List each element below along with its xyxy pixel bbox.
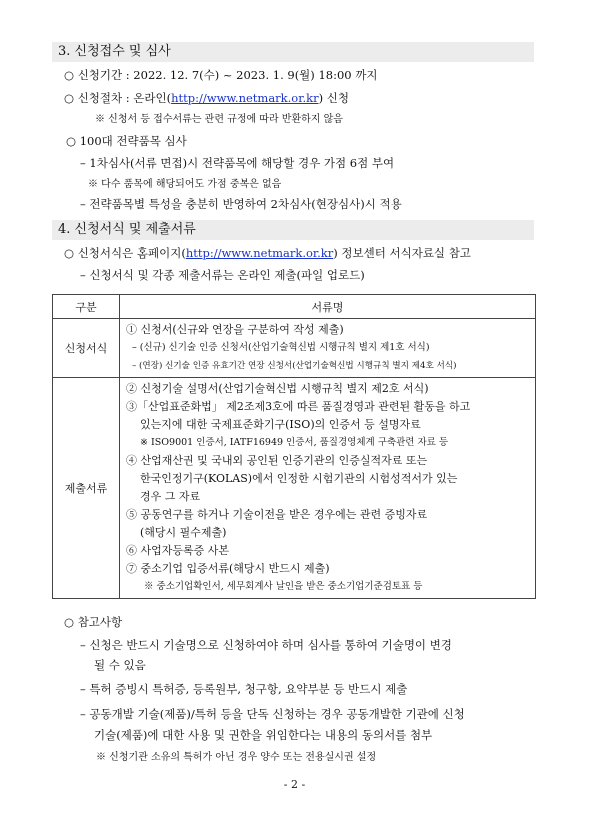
forms-link[interactable]: http://www.netmark.or.kr xyxy=(185,246,334,260)
section-3-heading: 3. 신청접수 및 심사 xyxy=(52,42,534,62)
note-2: – 특허 증빙시 특허증, 등록원부, 청구항, 요약부분 등 반드시 제출 xyxy=(80,682,408,696)
forms-submission: – 신청서식 및 각종 제출서류는 온라인 제출(파일 업로드) xyxy=(80,268,365,282)
table-header-row xyxy=(53,295,536,319)
row2-line: 경우 그 자료 xyxy=(140,490,201,503)
row2-line: ④ 산업재산권 및 국내외 공인된 인증기관의 인증실적자료 또는 xyxy=(126,454,428,467)
page-number: - 2 - xyxy=(283,778,306,791)
header-category: 구분 xyxy=(53,295,120,319)
review-second-stage: – 전략품목별 특성을 충분히 반영하여 2차심사(현장심사)시 적용 xyxy=(80,197,402,211)
forms-suffix: ) 정보센터 서식자료실 참고 xyxy=(333,246,471,260)
row1-line: – (신규) 신기술 인증 신청서(산업기술혁신법 시행규칙 별지 제1호 서식) xyxy=(132,342,430,353)
section-4-heading: 4. 신청서식 및 제출서류 xyxy=(52,220,534,240)
review-first-stage: – 1차심사(서류 면접)시 전략품목에 해당할 경우 가점 6점 부여 xyxy=(80,156,395,170)
application-period: ○ 신청기간 : 2022. 12. 7(수) ~ 2023. 1. 9(월) 18:00 까지 xyxy=(64,68,378,82)
method-note: ※ 신청서 등 접수서류는 관련 규정에 따라 반환하지 않음 xyxy=(95,114,343,125)
row2-line: ② 신청기술 설명서(산업기술혁신법 시행규칙 별지 제2호 서식) xyxy=(126,382,429,395)
row1-category: 신청서식 xyxy=(53,319,120,378)
notes-title: ○ 참고사항 xyxy=(64,615,123,629)
header-docs: 서류명 xyxy=(120,295,536,319)
note-1b: 될 수 있음 xyxy=(94,658,146,672)
method-prefix: ○ 신청절차 : 온라인( xyxy=(64,91,172,105)
row1-line: – (연장) 신기술 인증 유효기간 연장 신청서(산업기술혁신법 시행규칙 별지 제4호 서식) xyxy=(132,361,457,371)
row2-line: ※ ISO9001 인증서, IATF16949 인증서, 품질경영체계 구축관련 자료 등 xyxy=(140,437,448,448)
row2-docs xyxy=(120,378,536,599)
row2-category: 제출서류 xyxy=(53,378,120,599)
review-note: ※ 다수 품목에 해당되어도 가점 중복은 없음 xyxy=(88,179,282,190)
application-method xyxy=(64,90,349,107)
netmark-link[interactable]: http://www.netmark.or.kr xyxy=(171,91,319,105)
row2-line: (해당시 필수제출) xyxy=(140,526,227,539)
row1-line: ① 신청서(신규와 연장을 구분하여 작성 제출) xyxy=(126,323,344,336)
row2-line: 한국인정기구(KOLAS)에서 인정한 시험기관의 시험성적서가 있는 xyxy=(140,472,458,485)
row2-line: ⑦ 중소기업 입증서류(해당시 반드시 제출) xyxy=(126,562,330,575)
note-3b: 기술(제품)에 대한 사용 및 권한을 위임한다는 내용의 동의서를 첨부 xyxy=(94,728,433,742)
strategic-review: ○ 100대 전략품목 심사 xyxy=(66,134,187,148)
row2-line: ⑤ 공동연구를 하거나 기술이전을 받은 경우에는 관련 증빙자료 xyxy=(126,508,428,521)
row1-docs xyxy=(120,319,536,378)
table-row xyxy=(53,378,536,599)
row2-line: ※ 중소기업확인서, 세무회계사 날인을 받은 중소기업기준검토표 등 xyxy=(144,581,423,592)
method-suffix: ) 신청 xyxy=(318,91,349,105)
note-1a: – 신청은 반드시 기술명으로 신청하여야 하며 심사를 통하여 기술명이 변경 xyxy=(80,638,452,652)
forms-reference xyxy=(64,245,471,262)
row2-line: ⑥ 사업자등록증 사본 xyxy=(126,544,230,557)
table-row xyxy=(53,319,536,378)
row2-line: ③「산업표준화법」 제2조제3호에 따른 품질경영과 관련된 활동을 하고 xyxy=(126,400,471,413)
documents-table xyxy=(52,294,536,599)
note-3-remark: ※ 신청기관 소유의 특허가 아닌 경우 양수 또는 전용실시권 설정 xyxy=(96,752,377,763)
row2-line: 있는지에 대한 국제표준화기구(ISO)의 인증서 등 설명자료 xyxy=(140,418,421,431)
forms-prefix: ○ 신청서식은 홈페이지( xyxy=(64,246,186,260)
note-3a: – 공동개발 기술(제품)/특허 등을 단독 신청하는 경우 공동개발한 기관에 신청 xyxy=(80,707,465,721)
